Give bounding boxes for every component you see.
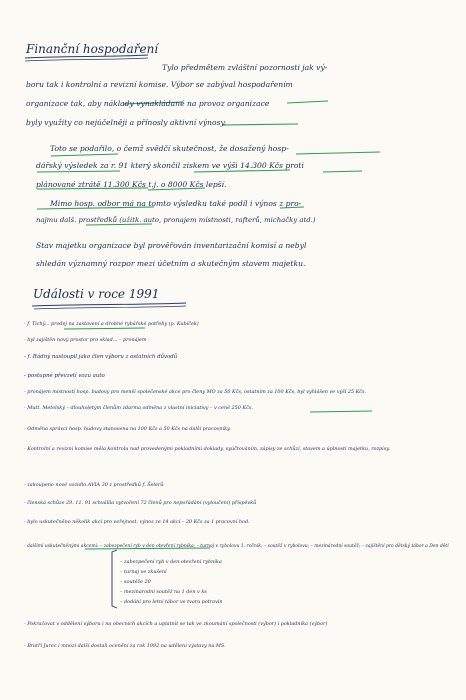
paragraph-line: organizace tak, aby náklady vynakládané na provoz organizace	[26, 99, 270, 108]
event-subitem: – mezinárodní soutěž na 1 den v ks	[120, 589, 207, 595]
event-item: - členská schůze 29. 11. 91 schválila vytvoření 72 členů pro nepořádání (vyloučení) příspěvků	[24, 500, 257, 506]
event-item: - Mutt. Metelský – dlouholetým členům zdarma odměna z vlastní iniciativy – v ceně 250 Kčs.	[24, 405, 253, 411]
event-subitem: – soutěže 20	[120, 579, 151, 585]
event-item: - f. Tichý... prodej na zastavení a drobné rybářské potřeby (p. Kubíček)	[24, 321, 199, 327]
section-title-finance: Finanční hospodaření	[26, 42, 159, 56]
paragraph-line: Tylo předmětem zvláštní pozornosti jak vý-	[162, 63, 328, 72]
paragraph-line: plánované ztrátě 11.300 Kčs t.j. o 8000 Kčs lepší.	[36, 180, 227, 189]
event-item: - bylo uskutečněno několik akcí pro veřejnost, výnos ze 14 akcí – 20 Kčs za 1 pracovní hod.	[24, 519, 250, 525]
event-subitem: – turnaj ve zkušení	[120, 569, 167, 575]
event-item: - Bratří Jurec i mnozí další dostali ocenění za rok 1992 na udělení výstavy na MS.	[24, 643, 226, 649]
paragraph-line: boru tak i kontrolní a revizní komise. Výbor se zabýval hospodařením	[26, 80, 293, 89]
event-item: - Kontrolní a revizní komise měla kontrolu nad provedenými pokladními doklady, vyúčtováním, zápisy ze schůzí, stavem a úplností majetku, rozpisy.	[24, 446, 390, 452]
paragraph-line: shledán významný rozpor mezi účetním a skutečným stavem majetku.	[36, 259, 306, 268]
event-item: - Pokračovat v oddělení výboru i na obecních akcích a uplatnit se tak ve zkoumání společnosti (výbor) i pokladníka (výbor)	[24, 621, 328, 627]
paragraph-line: dářský výsledek za r. 91 který skončil ziskem ve výši 14.300 Kčs proti	[36, 161, 304, 170]
event-subitem: – dodání pro letní tábor ve tvaru potravin	[120, 599, 223, 605]
event-item: - zakoupeno nové vozidlo AVIA 30 z prostředků f. Šelerů	[24, 482, 164, 488]
paragraph-line: Stav majetku organizace byl prověřován inventarizační komisí a nebyl	[36, 241, 307, 250]
event-item: - pronájem místnosti hosp. budovy pro menší společenské akce pro členy MO za 50 Kčs, ostatním za 100 Kčs, byl vyhlášen ve výši 25 Kčs.	[24, 389, 367, 395]
paragraph-line: najmu dalš. prostředků (užitk. auto, pronajem místnosti, rafterů, michačky atd.)	[36, 216, 316, 224]
paragraph-line: Mimo hosp. odbor má na tomto výsledku také podíl i výnos z pro-	[50, 199, 302, 208]
paragraph-line: Toto se podařilo, o čemž svědčí skutečnost, že dosažený hosp-	[50, 144, 289, 153]
event-subitem: – zabezpečení ryb v den otevření rybníka	[120, 559, 222, 565]
paragraph-line: byly využity co nejúčelněji a přínosly aktivní výnosy.	[26, 118, 227, 127]
event-item: - Odměna správci hosp. budovy stanovena na 100 Kčs a 50 Kčs na další pracovníky.	[24, 426, 231, 432]
event-item: - postupné převzetí vozu auto	[24, 373, 105, 379]
event-item: - dalšími uskutečněnými akcemi: – zabezpečení ryb v den otevření rybníka; – turnaj v rybolovu 1. ročník; – soutěž v rybolovu; – mezinárodní soutěž; – zajištění pro dětský tábor a Den dětí	[24, 544, 449, 549]
event-item: - byl zajištěn nový prostor pro sklad... – pronájem	[24, 337, 147, 343]
section-title-events: Události v roce 1991	[33, 287, 160, 301]
event-item: - f. Rádný nastoupil jako člen výboru z ostatních důvodů	[24, 354, 178, 360]
